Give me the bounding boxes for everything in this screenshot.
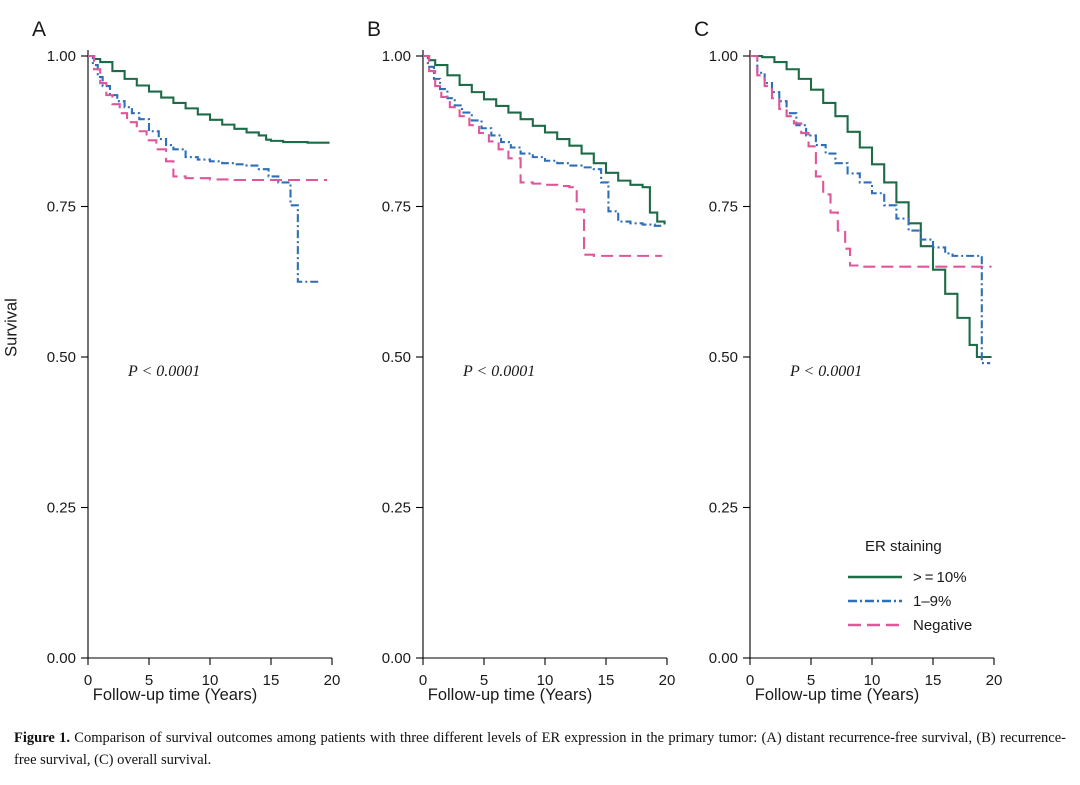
legend-key-dashdot-icon [847, 594, 903, 608]
svg-text:1.00: 1.00 [46, 48, 76, 65]
panel-b-pvalue: P < 0.0001 [463, 363, 536, 380]
svg-text:20: 20 [658, 672, 675, 689]
svg-text:10: 10 [536, 672, 554, 689]
svg-text:5: 5 [806, 672, 816, 689]
legend-item-0 [847, 565, 1007, 589]
panel-c [672, 18, 1002, 718]
svg-text:0.75: 0.75 [46, 198, 76, 216]
panel-b-x-axis-title: Follow-up time (Years) [427, 686, 593, 704]
legend-key-solid-icon [847, 570, 903, 584]
svg-text:0: 0 [745, 672, 755, 689]
svg-text:5: 5 [144, 672, 154, 689]
legend-label-0: > = 10% [913, 568, 967, 586]
legend-label-2: Negative [913, 616, 973, 634]
svg-text:0.50: 0.50 [46, 349, 76, 366]
svg-text:15: 15 [924, 672, 942, 689]
svg-text:0: 0 [418, 672, 428, 689]
svg-text:15: 15 [262, 672, 280, 689]
svg-text:0.75: 0.75 [381, 198, 411, 216]
panel-a-y-axis-title: Survival [2, 298, 21, 357]
svg-text:0.75: 0.75 [708, 198, 738, 216]
panel-a [2, 18, 340, 718]
panel-c-letter: C [694, 18, 710, 41]
svg-text:0.00: 0.00 [381, 650, 411, 667]
svg-text:0.00: 0.00 [708, 650, 738, 667]
figure-caption [14, 727, 1066, 772]
panel-c-x-axis-title: Follow-up time (Years) [754, 686, 920, 704]
panel-a-x-axis-title: Follow-up time (Years) [92, 686, 258, 704]
svg-text:20: 20 [985, 672, 1002, 689]
svg-text:0.25: 0.25 [708, 499, 738, 517]
legend-label-1: 1–9% [913, 592, 952, 610]
figure-caption-label: Figure 1. [14, 730, 70, 746]
panel-a-pvalue: P < 0.0001 [128, 363, 201, 380]
svg-text:0.50: 0.50 [708, 349, 738, 366]
svg-text:0.25: 0.25 [46, 499, 76, 517]
svg-text:0.50: 0.50 [381, 349, 411, 366]
svg-text:1.00: 1.00 [708, 48, 738, 65]
legend-key-dashed-icon [847, 618, 903, 632]
panel-a-letter: A [32, 18, 47, 41]
panel-b-letter: B [367, 18, 382, 41]
svg-text:5: 5 [479, 672, 489, 689]
panel-b-plot [345, 18, 675, 718]
figure-caption-text: Comparison of survival outcomes among patients with three different levels of ER expression in the primary tumor: (A) distant recurrence-free survival, (B) recurrence-free survival, (C) overall survival. [14, 730, 1066, 769]
svg-text:15: 15 [597, 672, 615, 689]
svg-text:0.00: 0.00 [46, 650, 76, 667]
panel-c-pvalue: P < 0.0001 [790, 363, 863, 380]
svg-text:0.25: 0.25 [381, 499, 411, 517]
svg-text:1.00: 1.00 [381, 48, 411, 65]
legend-item-2 [847, 613, 1007, 637]
legend [847, 538, 1007, 637]
panel-a-plot [10, 18, 340, 718]
legend-title: ER staining [865, 538, 942, 555]
svg-text:0: 0 [83, 672, 93, 689]
svg-text:20: 20 [323, 672, 340, 689]
panel-b [345, 18, 675, 718]
svg-text:10: 10 [863, 672, 881, 689]
svg-text:10: 10 [201, 672, 219, 689]
legend-item-1 [847, 589, 1007, 613]
